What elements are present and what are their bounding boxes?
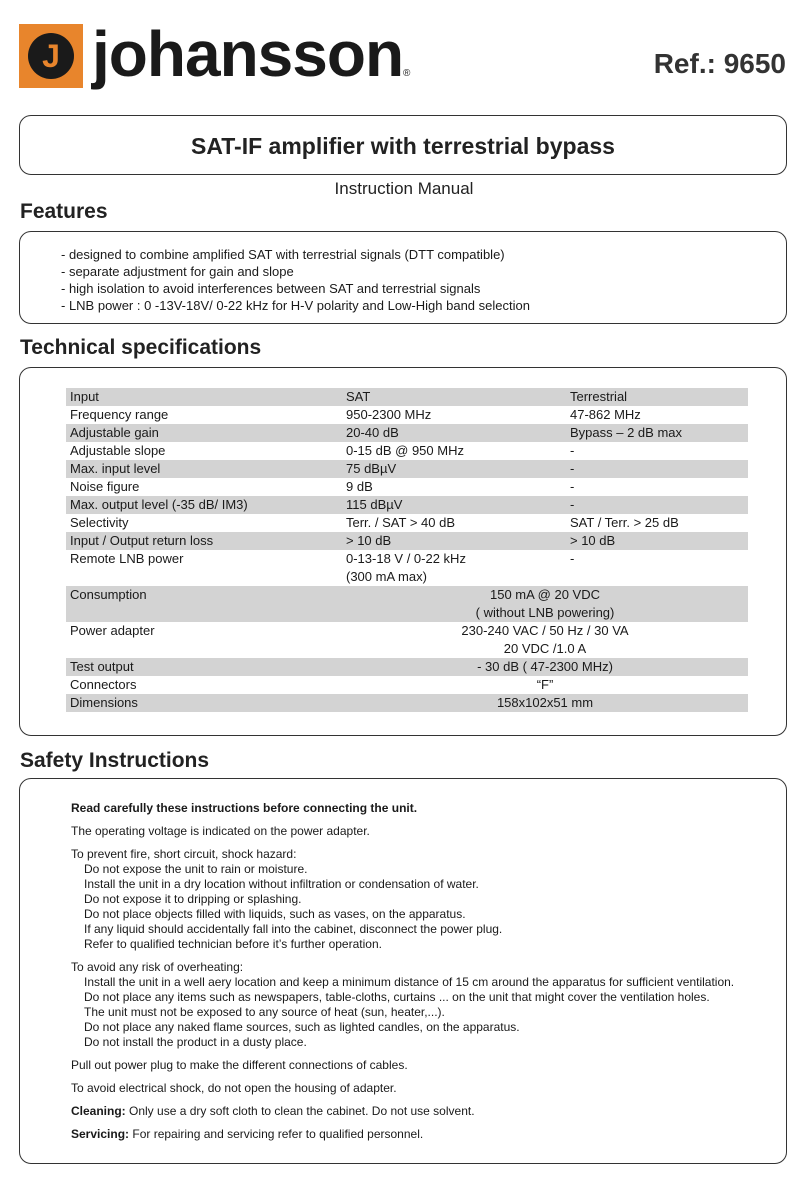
safety-cleaning (71, 1104, 781, 1119)
reference-number: Ref.: 9650 (653, 48, 786, 79)
spec-terr: - (570, 443, 575, 458)
spec-terr: Bypass – 2 dB max (566, 424, 748, 442)
spec-terr: > 10 dB (566, 532, 748, 550)
safety-box (19, 778, 787, 1164)
table-row (66, 550, 748, 586)
table-row (66, 694, 748, 712)
table-row (66, 388, 748, 406)
spec-sat: 20-40 dB (342, 424, 566, 442)
spec-label: Adjustable slope (70, 443, 166, 458)
table-row (66, 532, 748, 550)
logo-letter: J (42, 38, 60, 74)
safety-intro: Read carefully these instructions before connecting the unit. (71, 801, 418, 815)
spec-value (342, 586, 748, 622)
safety-text (71, 801, 781, 1150)
safety-servicing (71, 1127, 781, 1142)
spec-label: Consumption (66, 586, 342, 622)
heat-item: Do not place any items such as newspapers, table-cloths, curtains ... on the unit that might cover the ventilation holes. (84, 990, 710, 1004)
spec-terr: - (566, 496, 748, 514)
table-row (66, 676, 748, 694)
table-row (66, 460, 748, 478)
safety-heading: Safety Instructions (20, 749, 210, 772)
features-list (61, 246, 530, 314)
feature-item: - high isolation to avoid interferences between SAT and terrestrial signals (61, 281, 481, 296)
document-subtitle: Instruction Manual (334, 179, 474, 198)
fire-item: Do not expose the unit to rain or moisture. (84, 862, 308, 876)
table-row (66, 514, 748, 532)
fire-item: Install the unit in a dry location without infiltration or condensation of water. (84, 877, 479, 891)
fire-item: Do not place objects filled with liquids, such as vases, on the apparatus. (84, 907, 466, 921)
spec-value-line: 20 VDC /1.0 A (503, 641, 587, 656)
heat-item: The unit must not be exposed to any source of heat (sun, heater,...). (84, 1005, 445, 1019)
fire-block (71, 847, 781, 952)
spec-sat: 75 dBµV (342, 460, 566, 478)
feature-item: - designed to combine amplified SAT with terrestrial signals (DTT compatible) (61, 247, 505, 262)
spec-label: Adjustable gain (66, 424, 342, 442)
spec-sat: 115 dBµV (342, 496, 566, 514)
table-row (66, 586, 748, 622)
fire-item: Refer to qualified technician before it’s further operation. (84, 937, 382, 951)
registered-mark: ® (403, 68, 410, 79)
table-row (66, 442, 748, 460)
fire-title: To prevent fire, short circuit, shock hazard: (71, 847, 297, 861)
spec-terr: - (570, 551, 575, 566)
spec-label: Dimensions (66, 694, 342, 712)
spec-sat (342, 550, 566, 586)
table-row (66, 622, 748, 658)
spec-sat: > 10 dB (342, 532, 566, 550)
fire-item: Do not expose it to dripping or splashing. (84, 892, 302, 906)
spec-value: “F” (536, 677, 554, 692)
logo-circle (28, 33, 74, 79)
spec-sat: Terr. / SAT > 40 dB (346, 515, 455, 530)
spec-sat: 9 dB (346, 479, 373, 494)
table-row (66, 406, 748, 424)
table-row (66, 658, 748, 676)
heat-item: Do not install the product in a dusty place. (84, 1035, 307, 1049)
spec-label: Input (66, 388, 342, 406)
spec-value-line: 150 mA @ 20 VDC (489, 587, 601, 602)
heat-block (71, 960, 781, 1050)
spec-label: Connectors (70, 677, 137, 692)
spec-terr: Terrestrial (566, 388, 748, 406)
heat-title: To avoid any risk of overheating: (71, 960, 244, 974)
servicing-text: For repairing and servicing refer to qualified personnel. (129, 1127, 424, 1141)
spec-label: Max. output level (-35 dB/ IM3) (66, 496, 342, 514)
spec-value-line: ( without LNB powering) (475, 605, 615, 620)
spec-value-line: 230-240 VAC / 50 Hz / 30 VA (461, 623, 629, 638)
brand-logo (19, 24, 83, 88)
features-heading: Features (20, 200, 108, 223)
spec-terr: - (570, 479, 575, 494)
servicing-label: Servicing: (71, 1127, 130, 1141)
spec-label: Max. input level (66, 460, 342, 478)
table-row (66, 496, 748, 514)
spec-sat-line: (300 mA max) (346, 569, 427, 584)
specs-table (66, 388, 748, 712)
table-row (66, 478, 748, 496)
spec-label: Input / Output return loss (66, 532, 342, 550)
heat-item: Install the unit in a well aery location and keep a minimum distance of 15 cm around the apparatus for sufficient ventilation. (84, 975, 735, 989)
spec-label: Power adapter (70, 623, 155, 638)
spec-label: Noise figure (70, 479, 140, 494)
heat-item: Do not place any naked flame sources, such as lighted candles, on the apparatus. (84, 1020, 520, 1034)
safety-voltage: The operating voltage is indicated on the power adapter. (71, 824, 370, 838)
features-box (19, 231, 787, 324)
specs-box (19, 367, 787, 736)
feature-item: - LNB power : 0 -13V-18V/ 0-22 kHz for H-V polarity and Low-High band selection (61, 298, 530, 313)
spec-terr: 47-862 MHz (570, 407, 641, 422)
spec-value: 158x102x51 mm (342, 694, 748, 712)
document-title: SAT-IF amplifier with terrestrial bypass (191, 133, 615, 159)
fire-item: If any liquid should accidentally fall into the cabinet, disconnect the power plug. (84, 922, 503, 936)
spec-sat: 950-2300 MHz (346, 407, 432, 422)
spec-sat: SAT (342, 388, 566, 406)
spec-label: Selectivity (70, 515, 129, 530)
spec-sat: 0-15 dB @ 950 MHz (346, 443, 464, 458)
spec-label: Test output (66, 658, 342, 676)
spec-terr: SAT / Terr. > 25 dB (570, 515, 679, 530)
brand-text: johansson (92, 18, 404, 90)
brand-name (92, 18, 409, 90)
cleaning-label: Cleaning: (71, 1104, 126, 1118)
table-row (66, 424, 748, 442)
safety-shock: To avoid electrical shock, do not open the housing of adapter. (71, 1081, 397, 1095)
specs-heading: Technical specifications (20, 336, 262, 359)
spec-value: - 30 dB ( 47-2300 MHz) (342, 658, 748, 676)
safety-plug: Pull out power plug to make the different connections of cables. (71, 1058, 408, 1072)
spec-sat-line: 0-13-18 V / 0-22 kHz (346, 551, 466, 566)
title-box (19, 115, 787, 175)
feature-item: - separate adjustment for gain and slope (61, 264, 294, 279)
spec-terr: - (566, 460, 748, 478)
spec-value (342, 622, 748, 658)
spec-label: Remote LNB power (70, 551, 184, 566)
cleaning-text: Only use a dry soft cloth to clean the cabinet. Do not use solvent. (125, 1104, 475, 1118)
spec-label: Frequency range (70, 407, 169, 422)
